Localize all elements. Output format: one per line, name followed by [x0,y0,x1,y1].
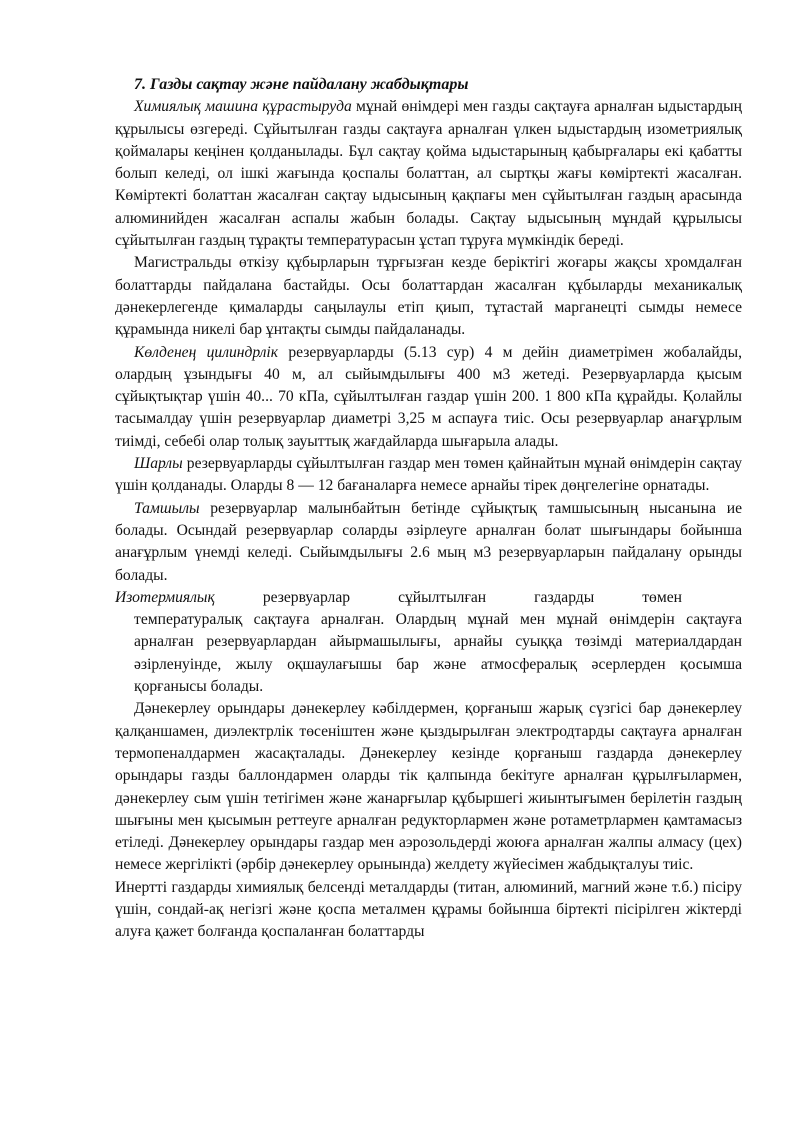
word: сұйылтылған [398,588,487,606]
paragraph-inert-gases [115,877,742,944]
paragraph-drop-shaped [115,498,742,587]
paragraph-horizontal-cylindrical [115,342,742,453]
paragraph-text: резервуарларды (5.13 сур) 4 м дейін диаметрімен жобалайды, олардың ұзындығы 40 м, ал сыйымдылығы 400 м3 жетеді. Резервуарларда қысым сұйықтықтар үшін 40... 70 кПа, сұйылтылған газдар үшін 200. 1 800 кПа құрайды. Қолайлы тасымалдау үшін резервуарлар диаметрі 3,25 м аспауға тиіс. Осы резервуарлар анағұрлым тиімді, себебі олар толық зауыттық жағдайларда шығарыла алады. [115,343,742,450]
paragraph-text: Дәнекерлеу орындары дәнекерлеу кәбілдермен, қорғаныш жарық сүзгісі бар дәнекерлеу қалқаншамен, диэлектрлік төсеніштен және қыздырылған электродтарды сақтауға арналған термопеналдармен жасақталады. Дәнекерлеу кезінде қорғаныш газдарда дәнекерлеу орындары газды баллондармен оларды тік қалпында бекітуге арналған құрылғылармен, дәнекерлеу сым үшін тетігімен және жанарғылар құбыршегі жиынтығымен берілетін газдың шығыны мен қысымын реттеуге арналған редукторлармен және ротаметрлармен қамтамасыз етіледі. Дәнекерлеу орындары газдар мен аэрозольдерді жоюға арналған жалпы алмасу (цех) немесе жергілікті (әрбір дәнекерлеу орынында) желдету жүйесімен жабдықталуы тиіс. [115,700,742,874]
paragraph-text: резервуарлар малынбайтын бетінде сұйықтық тамшысының нысанына ие болады. Осындай резервуарлар соларды әзірлеуге арналған болат шығындары бойынша анағұрлым үнемді келеді. Сыйымдылығы 2.6 мың м3 резервуарларын пайдалану орынды болады. [115,499,742,584]
paragraph-text: мұнай өнімдері мен газды сақтауға арналған ыдыстардың құрылысы өзгереді. Сұйытылған газды сақтауға арналған үлкен ыдыстардың изометриялық қоймалары кеңінен қолданылады. Бұл сақтау қойма ыдыстарының қабырғалары екі қабатты болып келеді, ол ішкі жағында қоспалы болаттан, ал сыртқы жағы көміртекті жасалған. Көміртекті болаттан жасалған сақтау ыдысының қақпағы мен сұйытылған газдың арасында алюминийден жасалған аспалы жабын болады. Сақтау ыдысының мұндай құрылысы сұйытылған газдың тұрақты температурасын ұстап тұруға мүмкіндік береді. [115,98,743,250]
paragraph-chemical-engineering [115,96,742,252]
paragraph-spherical [115,453,742,498]
term-horizontal-cylindrical: Көлденең цилиндрлік [134,343,279,361]
word: резервуарлар [262,588,351,606]
paragraph-text: Магистральды өткізу құбырларын тұрғызған кезде беріктігі жоғары жақсы хромдалған болаттарды пайдалана бастайды. Осы болаттардан жасалған құбыларды механикалық дәнекерлегенде қималарды саңылаулы етіп қиып, тұтастай марганецті сымды немесе құрамында никелі бар ұнтақты сымды пайдаланады. [115,254,742,339]
isothermal-first-line [115,587,742,609]
paragraph-text: резервуарларды сұйылтылған газдар мен төмен қайнайтын мұнай өнімдерін сақтау үшін қолданады. Оларды 8 — 12 бағаналарға немесе арнайы тірек дөңгелегіне орнатады. [115,455,742,495]
paragraph-pipelines [115,252,742,341]
term-isothermal: Изотермиялық [115,588,215,606]
term-spherical: Шарлы [134,455,183,473]
paragraph-text: Инертті газдарды химиялық белсенді металдарды (титан, алюминий, магний және т.б.) пісіру үшін, сондай-ақ негізгі және қоспа металмен құрамы бойынша біртекті пісірілген жіктерді алуға қажет болғанда қоспаланған болаттарды [115,878,742,941]
term-chemical-engineering: Химиялық машина құрастыруда [134,98,352,116]
document-page [115,74,742,944]
paragraph-isothermal [115,587,742,698]
word: төмен [642,588,682,606]
paragraph-welding-stations [115,698,742,876]
section-heading: 7. Газды сақтау және пайдалану жабдықтары [134,76,469,93]
word: газдарды [534,588,595,606]
term-drop-shaped: Тамшылы [134,499,200,517]
paragraph-text: температуралық сақтауға арналған. Олардың мұнай мен мұнай өнімдерін сақтауға арналған резервуарлардан айырмашылығы, арнайы суыққа төзімді материалдардан әзірленуінде, жылу оқшаулағышы бар және атмосфералық әсерлерден қосымша қорғанысы болады. [134,611,742,696]
